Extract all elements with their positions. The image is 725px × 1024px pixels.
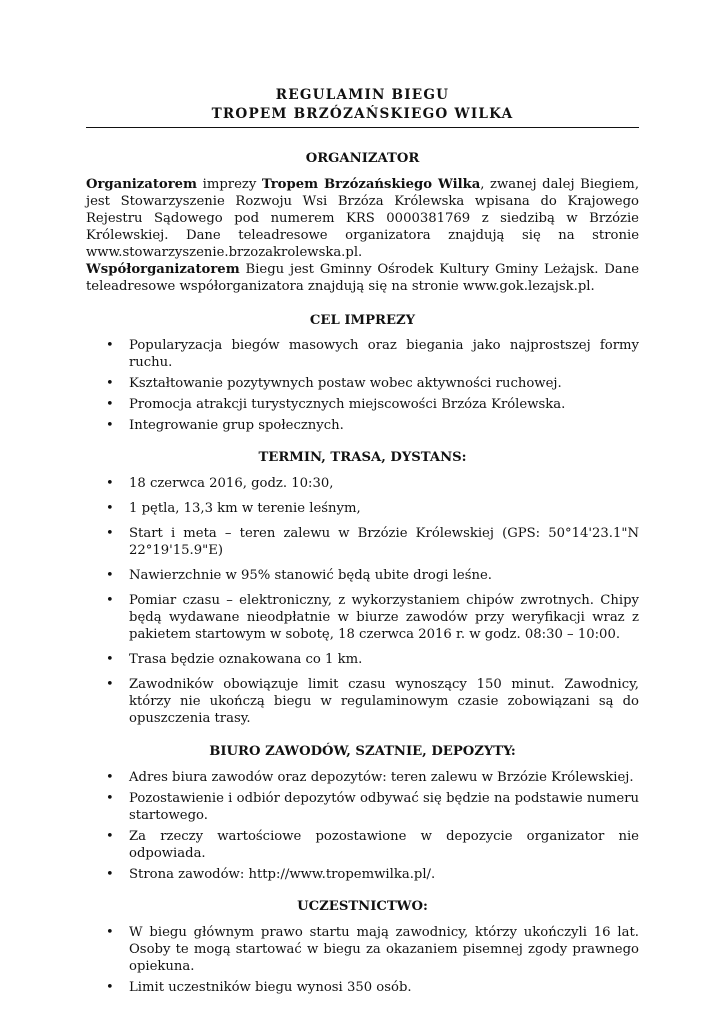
list-item bbox=[86, 769, 639, 786]
termin-list bbox=[86, 475, 639, 727]
list-item-text: Start i meta – teren zalewu w Brzózie Królewskiej (GPS: 50°14'23.1"N 22°19'15.9"E) bbox=[129, 526, 639, 558]
bullet-icon: • bbox=[106, 526, 114, 541]
list-item bbox=[86, 979, 639, 996]
list-item-text: Trasa będzie oznakowana co 1 km. bbox=[129, 652, 363, 667]
bullet-icon: • bbox=[106, 568, 114, 583]
bullet-icon: • bbox=[106, 376, 114, 391]
list-item bbox=[86, 337, 639, 371]
section-biuro bbox=[86, 743, 639, 883]
list-item bbox=[86, 500, 639, 517]
list-item-text: Adres biura zawodów oraz depozytów: teren zalewu w Brzózie Królewskiej. bbox=[129, 770, 634, 785]
list-item-text: W biegu głównym prawo startu mają zawodnicy, którzy ukończyli 16 lat. Osoby te mogą startować w biegu za okazaniem pisemnej zgody prawnego opiekuna. bbox=[129, 925, 639, 974]
list-item bbox=[86, 866, 639, 883]
document-title bbox=[86, 86, 639, 124]
section-heading: TERMIN, TRASA, DYSTANS: bbox=[258, 450, 467, 465]
document-page bbox=[86, 86, 639, 996]
bold-text: Współorganizatorem bbox=[86, 262, 240, 277]
title-divider bbox=[86, 127, 639, 128]
list-item bbox=[86, 790, 639, 824]
list-item-text: Kształtowanie pozytywnych postaw wobec aktywności ruchowej. bbox=[129, 376, 562, 391]
bullet-icon: • bbox=[106, 770, 114, 785]
list-item bbox=[86, 475, 639, 492]
section-heading: CEL IMPREZY bbox=[309, 313, 416, 328]
list-item-text: Promocja atrakcji turystycznych miejscowości Brzóza Królewska. bbox=[129, 397, 566, 412]
section-heading: BIURO ZAWODÓW, SZATNIE, DEPOZYTY: bbox=[209, 744, 516, 759]
bullet-icon: • bbox=[106, 791, 114, 806]
cel-list bbox=[86, 337, 639, 434]
bold-text: Organizatorem bbox=[86, 177, 198, 192]
list-item bbox=[86, 396, 639, 413]
list-item bbox=[86, 592, 639, 643]
bullet-icon: • bbox=[106, 338, 114, 353]
section-heading: ORGANIZATOR bbox=[305, 151, 420, 166]
bullet-icon: • bbox=[106, 397, 114, 412]
biuro-list bbox=[86, 769, 639, 883]
list-item bbox=[86, 417, 639, 434]
wspolorganizator-paragraph bbox=[86, 261, 639, 295]
bullet-icon: • bbox=[106, 418, 114, 433]
list-item bbox=[86, 567, 639, 584]
list-item-text: 1 pętla, 13,3 km w terenie leśnym, bbox=[129, 501, 361, 516]
bullet-icon: • bbox=[106, 867, 114, 882]
bullet-icon: • bbox=[106, 593, 114, 608]
bullet-icon: • bbox=[106, 476, 114, 491]
section-uczestnictwo bbox=[86, 898, 639, 996]
list-item-text: Strona zawodów: http://www.tropemwilka.pl/. bbox=[129, 867, 436, 882]
list-item-text: Nawierzchnie w 95% stanowić będą ubite drogi leśne. bbox=[129, 568, 492, 583]
list-item bbox=[86, 651, 639, 668]
list-item-text: Zawodników obowiązuje limit czasu wynoszący 150 minut. Zawodnicy, którzy nie ukończą biegu w regulaminowym czasie zobowiązani są do opuszczenia trasy. bbox=[129, 677, 639, 726]
bullet-icon: • bbox=[106, 925, 114, 940]
list-item-text: Pomiar czasu – elektroniczny, z wykorzystaniem chipów zwrotnych. Chipy będą wydawane nieodpłatnie w biurze zawodów przy weryfikacji wraz z pakietem startowym w sobotę, 18 czerwca 2016 r. w godz. 08:30 – 10:00. bbox=[129, 593, 639, 642]
section-termin bbox=[86, 449, 639, 727]
bullet-icon: • bbox=[106, 652, 114, 667]
section-cel bbox=[86, 312, 639, 434]
list-item-text: Za rzeczy wartościowe pozostawione w depozycie organizator nie odpowiada. bbox=[129, 829, 639, 861]
bullet-icon: • bbox=[106, 829, 114, 844]
list-item bbox=[86, 828, 639, 862]
list-item-text: Pozostawienie i odbiór depozytów odbywać się będzie na podstawie numeru startowego. bbox=[129, 791, 639, 823]
list-item-text: Limit uczestników biegu wynosi 350 osób. bbox=[129, 980, 412, 995]
title-line-2: TROPEM BRZÓZAŃSKIEGO WILKA bbox=[211, 106, 514, 122]
paragraph-text: imprezy bbox=[197, 177, 262, 192]
bold-text: Tropem Brzózańskiego Wilka bbox=[261, 177, 481, 192]
list-item-text: Integrowanie grup społecznych. bbox=[129, 418, 344, 433]
title-line-1: REGULAMIN BIEGU bbox=[275, 87, 450, 103]
uczestnictwo-list bbox=[86, 924, 639, 996]
section-organizator bbox=[86, 150, 639, 295]
section-heading: UCZESTNICTWO: bbox=[297, 899, 428, 914]
organizator-paragraph bbox=[86, 176, 639, 261]
list-item bbox=[86, 924, 639, 975]
list-item bbox=[86, 525, 639, 559]
list-item bbox=[86, 676, 639, 727]
list-item-text: Popularyzacja biegów masowych oraz biegania jako najprostszej formy ruchu. bbox=[129, 338, 639, 370]
list-item-text: 18 czerwca 2016, godz. 10:30, bbox=[129, 476, 334, 491]
bullet-icon: • bbox=[106, 501, 114, 516]
bullet-icon: • bbox=[106, 980, 114, 995]
paragraph-text: , zwanej dalej Biegiem, jest Stowarzyszenie Rozwoju Wsi Brzóza Królewska wpisana do Krajowego Rejestru Sądowego pod numerem KRS 0000381769 z siedzibą w Brzózie Królewskiej. Dane teleadresowe organizatora znajdują się na stronie www.stowarzyszenie.brzozakrolewska.pl. bbox=[86, 177, 640, 260]
paragraph-text: Biegu jest Gminny Ośrodek Kultury Gminy Leżajsk. Dane teleadresowe współorganizatora znajdują się na stronie www.gok.lezajsk.pl. bbox=[86, 262, 639, 294]
list-item bbox=[86, 375, 639, 392]
bullet-icon: • bbox=[106, 677, 114, 692]
